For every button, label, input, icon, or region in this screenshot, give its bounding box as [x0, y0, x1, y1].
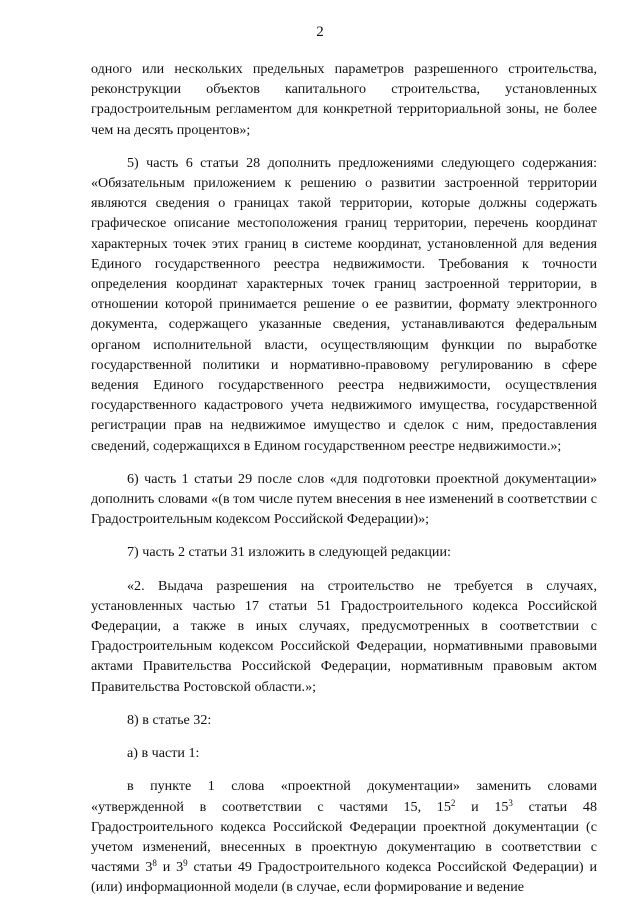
document-body [91, 59, 597, 898]
paragraph-item-8-a-point-1 [91, 776, 597, 897]
text-segment: статьи 49 Градостроительного кодекса Российской Федерации) и (или) информационной модели (в случае, если формирование и ведение [91, 859, 597, 896]
paragraph-item-5: 5) часть 6 статьи 28 дополнить предложениями следующего содержания: «Обязательным приложением к решению о развитии застроенной территории являются сведения о границах такой территории, которые должны содержать графическое описание местоположения границ территории, перечень координат характерных точек этих границ в системе координат, установленной для ведения Единого государственного реестра недвижимости. Требования к точности определения координат характерных точек границ застроенной территории, в отношении которой принимается решение о ее развитии, формату электронного документа, содержащего указанные сведения, устанавливаются федеральным органом исполнительной власти, осуществляющим функции по выработке государственной политики и нормативно-правовому регулированию в сфере ведения Единого государственного реестра недвижимости, осуществления государственного кадастрового учета недвижимого имущества, государственной регистрации прав на недвижимое имущество и сделок с ним, предоставления сведений, содержащихся в Едином государственном реестре недвижимости.»; [91, 154, 597, 454]
paragraph-item-6: 6) часть 1 статьи 29 после слов «для подготовки проектной документации» дополнить словами «(в том числе путем внесения в нее изменений в соответствии с Градостроительным кодексом Российской Федерации)»; [91, 470, 597, 528]
superscript: 9 [183, 858, 188, 869]
paragraph-item-7-quote: «2. Выдача разрешения на строительство не требуется в случаях, установленных частью 17 статьи 51 Градостроительного кодекса Российской Федерации, а также в иных случаях, предусмотренных в соответствии с Градостроительным кодексом Российской Федерации, нормативными правовыми актами Правительства Российской Федерации, нормативным правовым актом Правительства Ростовской области.»; [91, 577, 597, 695]
superscript: 8 [152, 858, 157, 869]
superscript: 3 [508, 797, 513, 808]
text-segment: статьи 48 Градостроительного кодекса Российской Федерации проектной документации (с учетом изменений, внесенных в проектную документацию в соответствии с частями 3 [91, 798, 598, 876]
text-segment: и 3 [156, 859, 184, 876]
page-number: 2 [316, 24, 324, 40]
paragraph-continuation: одного или нескольких предельных параметров разрешенного строительства, реконструкции объектов капитального строительства, установленных градостроительным регламентом для конкретной территориальной зоны, не более чем на десять процентов»; [91, 61, 597, 138]
paragraph-item-8: 8) в статье 32: [127, 711, 212, 728]
paragraph-item-8-a: а) в части 1: [127, 745, 200, 762]
paragraph-item-7: 7) часть 2 статьи 31 изложить в следующей редакции: [127, 544, 451, 561]
superscript: 2 [450, 797, 456, 808]
text-segment: в пункте 1 слова «проектной документации» заменить словами «утвержденной в соответствии с частями 15, 15 [91, 778, 597, 815]
text-segment: и 15 [455, 798, 509, 815]
